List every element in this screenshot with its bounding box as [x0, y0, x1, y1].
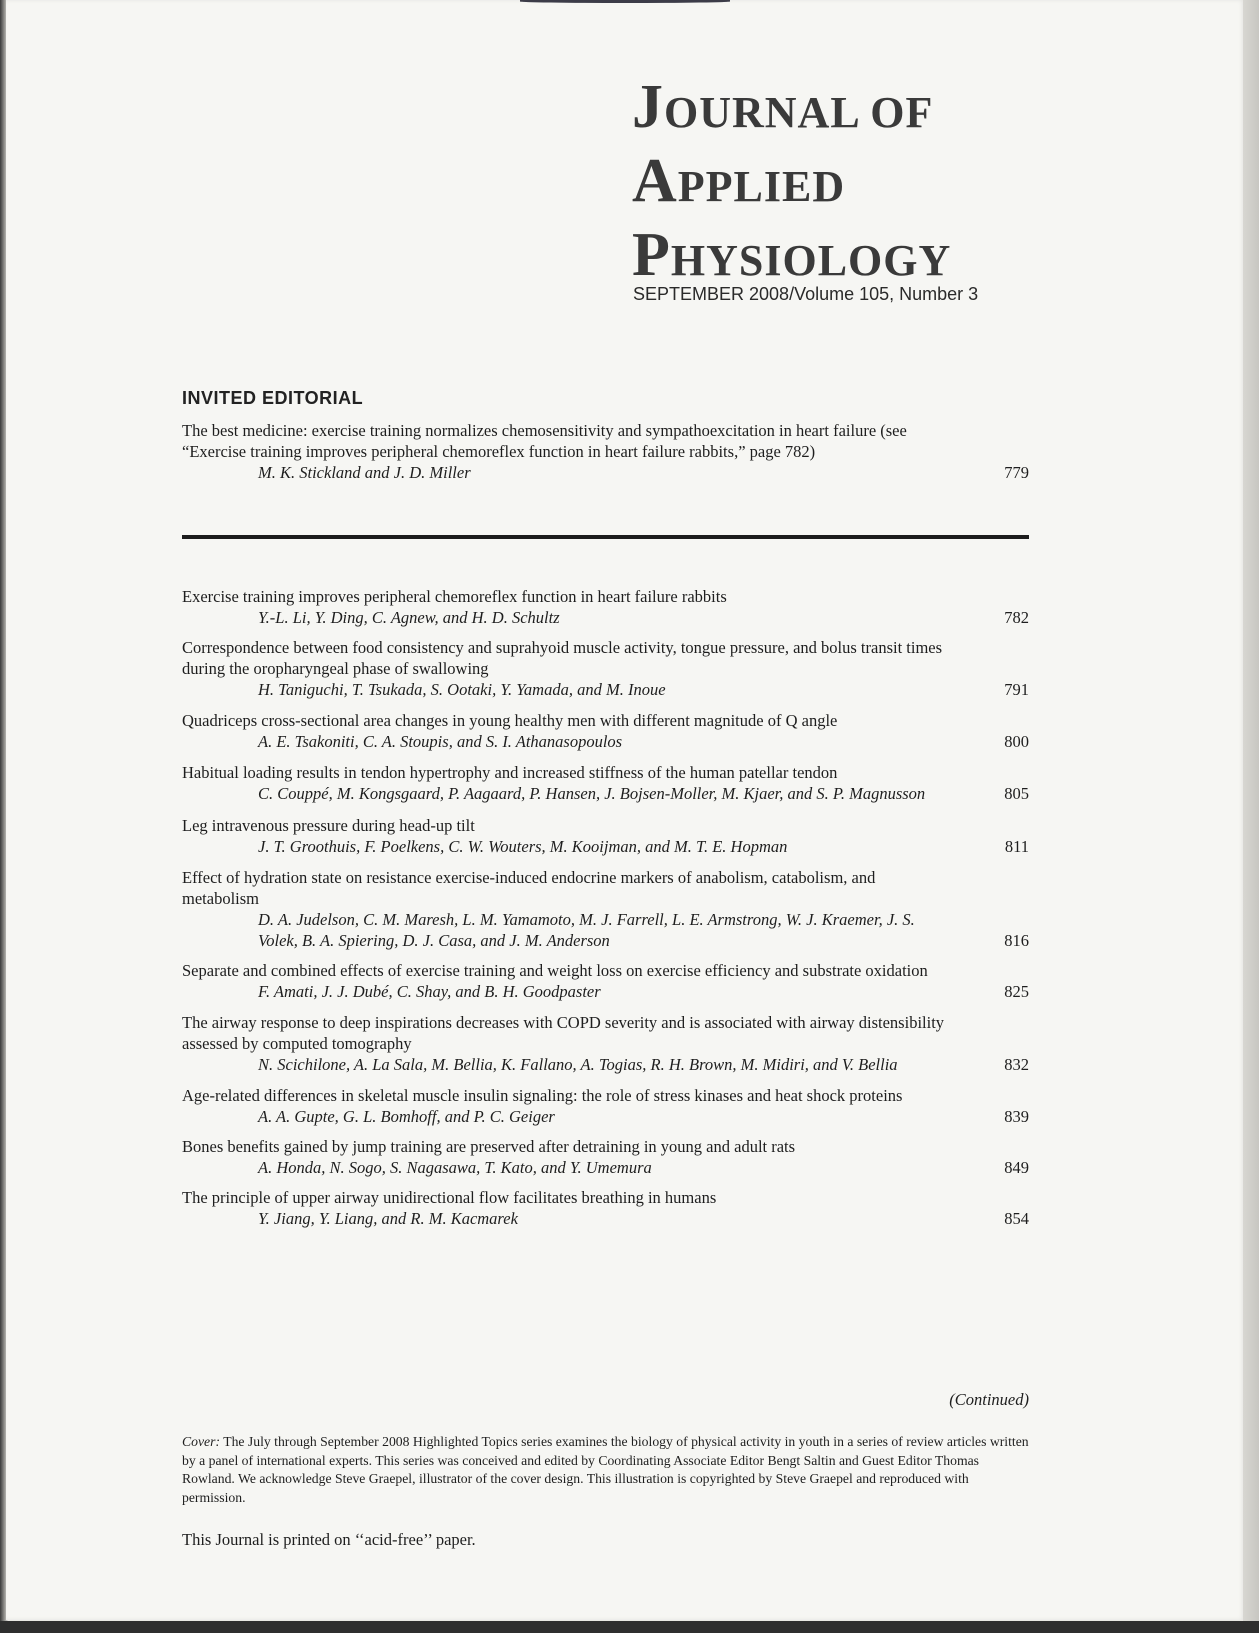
article-authors: D. A. Judelson, C. M. Maresh, L. M. Yamamoto, M. J. Farrell, L. E. Armstrong, W. J. Kraemer, J. S. Volek, B. A. Spiering, D. J. Casa, and J. M. Anderson: [258, 910, 915, 950]
cover-note: [182, 1433, 1029, 1507]
toc-entry: [182, 960, 1029, 1002]
toc-entry: [182, 762, 1029, 804]
article-title: The airway response to deep inspirations decreases with COPD severity and is associated with airway distensibility assessed by computed tomography: [182, 1013, 945, 1053]
article-title: Separate and combined effects of exercise training and weight loss on exercise efficiency and substrate oxidation: [182, 961, 928, 980]
entry-authors: M. K. Stickland and J. D. Miller: [258, 463, 471, 482]
title-rest-3: HYSIOLOGY: [670, 236, 952, 285]
journal-title-line-2: [632, 147, 951, 226]
article-title: The principle of upper airway unidirectional flow facilitates breathing in humans: [182, 1188, 717, 1207]
toc-entry: [182, 1085, 1029, 1127]
title-initial-p: P: [632, 221, 671, 289]
article-page-number: 849: [1004, 1158, 1029, 1177]
article-title: Bones benefits gained by jump training are preserved after detraining in young and adult rats: [182, 1137, 796, 1156]
articles-list: [182, 576, 1029, 1229]
toc-entry: [182, 1187, 1029, 1229]
toc-entry: [182, 637, 1029, 700]
article-title: Leg intravenous pressure during head-up tilt: [182, 816, 475, 835]
article-authors: F. Amati, J. J. Dubé, C. Shay, and B. H. Goodpaster: [258, 982, 601, 1001]
cover-note-text: The July through September 2008 Highlighted Topics series examines the biology of physical activity in youth in a series of review articles written by a panel of international experts. This series was conceived and edited by Coordinating Associate Editor Bengt Saltin and Guest Editor Thomas Rowland. We acknowledge Steve Graepel, illustrator of the cover design. This illustration is copyrighted by Steve Graepel and reproduced with permission.: [182, 1434, 1029, 1505]
title-rest-2: PPLIED: [677, 162, 846, 211]
article-title: Habitual loading results in tendon hypertrophy and increased stiffness of the human patellar tendon: [182, 763, 838, 782]
toc-entry: [182, 815, 1029, 857]
title-initial-a: A: [632, 147, 678, 215]
article-authors: Y. Jiang, Y. Liang, and R. M. Kacmarek: [258, 1209, 518, 1228]
entry-page-number: 779: [1004, 463, 1029, 482]
article-authors: H. Taniguchi, T. Tsukada, S. Ootaki, Y. Yamada, and M. Inoue: [258, 680, 666, 699]
article-page-number: 839: [1004, 1107, 1029, 1126]
article-page-number: 800: [1004, 732, 1029, 751]
title-rest-1: OURNAL OF: [664, 88, 934, 137]
article-authors: J. T. Groothuis, F. Poelkens, C. W. Wouters, M. Kooijman, and M. T. E. Hopman: [258, 837, 788, 856]
cover-note-label: Cover:: [182, 1434, 221, 1449]
top-edge-mark: [520, 0, 730, 3]
article-authors: A. Honda, N. Sogo, S. Nagasawa, T. Kato, and Y. Umemura: [258, 1158, 652, 1177]
acid-free-paper-note: This Journal is printed on ‘‘acid-free’’ paper.: [182, 1530, 476, 1549]
article-page-number: 832: [1004, 1055, 1029, 1074]
invited-editorial-heading: INVITED EDITORIAL: [182, 388, 364, 408]
article-authors: Y.-L. Li, Y. Ding, C. Agnew, and H. D. Schultz: [258, 608, 560, 627]
toc-entry: [182, 1012, 1029, 1075]
article-page-number: 805: [1004, 784, 1029, 803]
article-title: Age-related differences in skeletal muscle insulin signaling: the role of stress kinases and heat shock proteins: [182, 1086, 903, 1105]
page-bottom-edge: [0, 1621, 1259, 1633]
journal-title-line-1: [632, 73, 951, 152]
issue-info: SEPTEMBER 2008/Volume 105, Number 3: [633, 284, 979, 304]
article-page-number: 791: [1004, 680, 1029, 699]
article-authors: C. Couppé, M. Kongsgaard, P. Aagaard, P. Hansen, J. Bojsen-Moller, M. Kjaer, and S. P. Magnusson: [258, 784, 926, 803]
article-authors: N. Scichilone, A. La Sala, M. Bellia, K. Fallano, A. Togias, R. H. Brown, M. Midiri, and V. Bellia: [258, 1055, 898, 1074]
journal-title: [632, 73, 952, 300]
section-divider: [182, 535, 1029, 539]
toc-entry: [182, 420, 1029, 483]
entry-title: The best medicine: exercise training normalizes chemosensitivity and sympathoexcitation in heart failure (see “Exercise training improves peripheral chemoreflex function in heart failure rabbits,” page 782): [182, 421, 907, 461]
article-page-number: 825: [1004, 982, 1029, 1001]
toc-entry: [182, 586, 1029, 628]
article-title: Exercise training improves peripheral chemoreflex function in heart failure rabbits: [182, 587, 727, 606]
article-page-number: 782: [1004, 608, 1029, 627]
continued-note: (Continued): [949, 1390, 1029, 1409]
title-initial-j: J: [632, 73, 664, 141]
toc-entry: [182, 710, 1029, 752]
article-title: Correspondence between food consistency and suprahyoid muscle activity, tongue pressure, and bolus transit times during the oropharyngeal phase of swallowing: [182, 638, 943, 678]
article-authors: A. A. Gupte, G. L. Bomhoff, and P. C. Geiger: [258, 1107, 555, 1126]
toc-entry: [182, 1136, 1029, 1178]
page-right-edge: [1243, 0, 1259, 1633]
article-title: Effect of hydration state on resistance exercise-induced endocrine markers of anabolism, catabolism, and metabolism: [182, 868, 876, 908]
toc-entry: [182, 867, 1029, 951]
article-page-number: 811: [1004, 837, 1029, 856]
article-authors: A. E. Tsakoniti, C. A. Stoupis, and S. I. Athanasopoulos: [258, 732, 623, 751]
article-title: Quadriceps cross-sectional area changes in young healthy men with different magnitude of Q angle: [182, 711, 838, 730]
article-page-number: 816: [1004, 931, 1029, 950]
editorial-entry: [182, 420, 1029, 483]
article-page-number: 854: [1004, 1209, 1029, 1228]
